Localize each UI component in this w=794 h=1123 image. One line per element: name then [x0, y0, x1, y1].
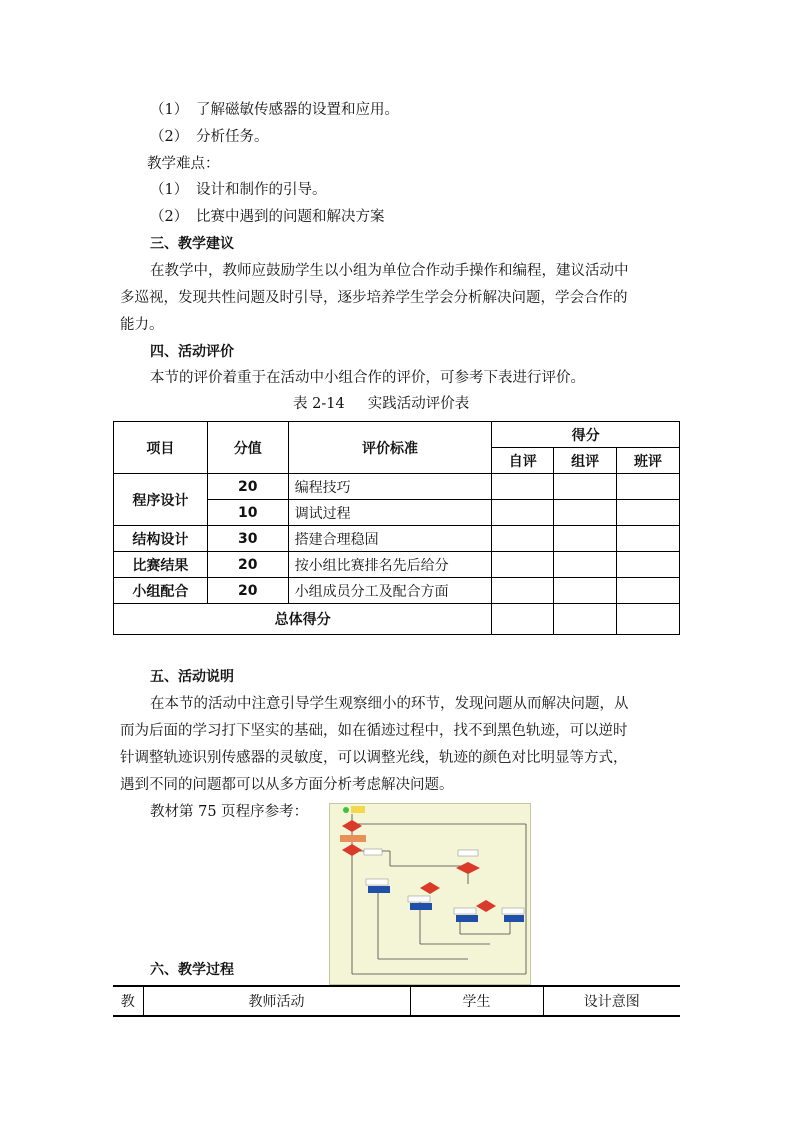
cell-group — [554, 526, 617, 552]
difficulty-heading: 教学难点： — [147, 156, 220, 172]
cell-group — [554, 474, 617, 500]
row-score: 30 — [207, 526, 288, 552]
process-header-teach: 教 — [113, 986, 143, 1016]
row-criteria: 调试过程 — [288, 500, 492, 526]
row-score: 10 — [207, 500, 288, 526]
cell-self — [492, 500, 554, 526]
cell-self — [492, 578, 554, 604]
section6-heading: 六、教学过程 — [150, 962, 234, 978]
cell-class — [617, 500, 680, 526]
section5-heading: 五、活动说明 — [150, 669, 234, 685]
row-item: 结构设计 — [114, 526, 208, 552]
cell-group — [554, 552, 617, 578]
table-row-total — [114, 604, 680, 635]
section4-heading: 四、活动评价 — [150, 344, 234, 360]
row-score: 20 — [207, 552, 288, 578]
table-row — [114, 552, 680, 578]
row-criteria: 搭建合理稳固 — [288, 526, 492, 552]
cell-self — [492, 474, 554, 500]
cell-group — [554, 604, 617, 635]
section3-line-2: 多巡视，发现共性问题及时引导，逐步培养学生学会分析解决问题，学会合作的 — [120, 290, 628, 306]
row-criteria: 小组成员分工及配合方面 — [288, 578, 492, 604]
row-item: 小组配合 — [114, 578, 208, 604]
evaluation-table — [113, 421, 680, 635]
table-row — [114, 526, 680, 552]
cell-self — [492, 552, 554, 578]
section5-line-1: 在本节的活动中注意引导学生观察细小的环节，发现问题从而解决问题，从 — [150, 696, 629, 712]
cell-group — [554, 578, 617, 604]
section5-line-3: 针调整轨迹识别传感器的灵敏度，可以调整光线，轨迹的颜色对比明显等方式， — [120, 750, 628, 766]
cell-class — [617, 474, 680, 500]
cell-self — [492, 526, 554, 552]
total-label: 总体得分 — [114, 604, 492, 635]
cell-class — [617, 604, 680, 635]
section3-line-3: 能力。 — [120, 317, 164, 333]
cell-class — [617, 552, 680, 578]
difficulty-2: （2） 比赛中遇到的问题和解决方案 — [150, 209, 385, 225]
header-score: 分值 — [207, 422, 288, 474]
flowchart-drawing — [330, 804, 530, 984]
header-item: 项目 — [114, 422, 208, 474]
process-header-intent: 设计意图 — [543, 986, 680, 1016]
header-got: 得分 — [492, 422, 680, 448]
row-score: 20 — [207, 578, 288, 604]
difficulty-1: （1） 设计和制作的引导。 — [150, 182, 327, 198]
row-item: 比赛结果 — [114, 552, 208, 578]
row-criteria: 编程技巧 — [288, 474, 492, 500]
cell-class — [617, 578, 680, 604]
cell-class — [617, 526, 680, 552]
header-group: 组评 — [554, 448, 617, 474]
section3-heading: 三、教学建议 — [150, 236, 234, 252]
header-self: 自评 — [492, 448, 554, 474]
header-class: 班评 — [617, 448, 680, 474]
program-flowchart-image — [329, 803, 531, 985]
table-row — [114, 474, 680, 500]
process-header-student: 学生 — [410, 986, 543, 1016]
section5-line-4: 遇到不同的问题都可以从多方面分析考虑解决问题。 — [120, 777, 454, 793]
table-title: 表 2-14 实践活动评价表 — [293, 396, 470, 412]
section3-line-1: 在教学中，教师应鼓励学生以小组为单位合作动手操作和编程，建议活动中 — [150, 263, 629, 279]
objective-1: （1） 了解磁敏传感器的设置和应用。 — [150, 102, 399, 118]
process-table — [113, 985, 680, 1017]
objective-2: （2） 分析任务。 — [150, 129, 269, 145]
section4-intro: 本节的评价着重于在活动中小组合作的评价，可参考下表进行评价。 — [150, 370, 585, 386]
row-criteria: 按小组比赛排名先后给分 — [288, 552, 492, 578]
table-row — [114, 578, 680, 604]
program-ref: 教材第 75 页程序参考： — [150, 804, 309, 820]
process-header-teacher: 教师活动 — [143, 986, 410, 1016]
section5-line-2: 而为后面的学习打下坚实的基础，如在循迹过程中，找不到黑色轨迹，可以逆时 — [120, 723, 628, 739]
cell-self — [492, 604, 554, 635]
header-criteria: 评价标准 — [288, 422, 492, 474]
cell-group — [554, 500, 617, 526]
row-item: 程序设计 — [114, 474, 208, 526]
row-score: 20 — [207, 474, 288, 500]
